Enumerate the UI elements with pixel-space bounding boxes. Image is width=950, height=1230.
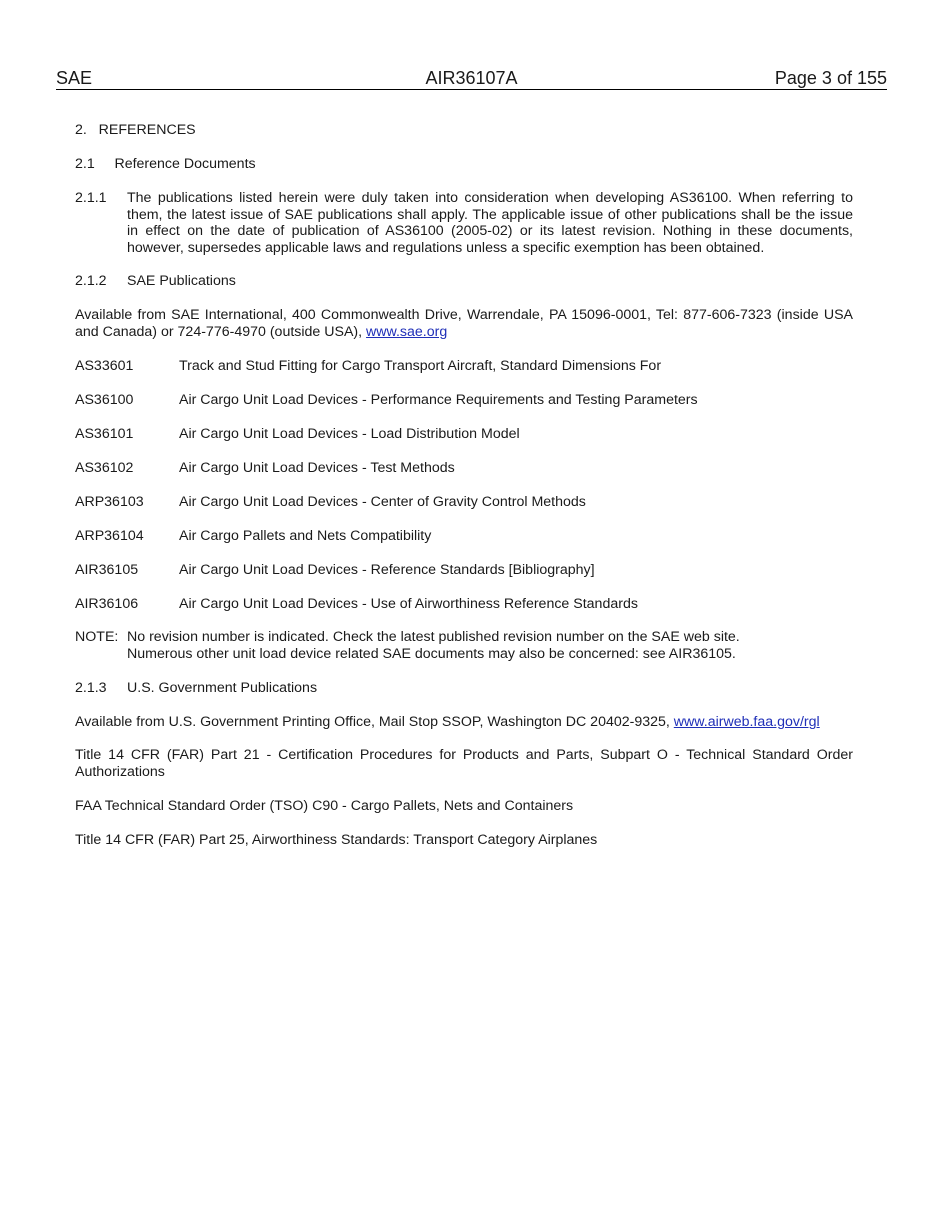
header-org: SAE <box>56 68 93 88</box>
doc-title: Air Cargo Unit Load Devices - Test Methods <box>179 460 455 476</box>
section-number: 2.1.1 <box>75 190 107 206</box>
note-line: No revision number is indicated. Check the latest published revision number on the SAE web site. <box>127 629 740 645</box>
doc-code: AIR36106 <box>75 596 139 612</box>
doc-title: Air Cargo Unit Load Devices - Center of Gravity Control Methods <box>179 494 586 510</box>
faa-website-link[interactable]: www.airweb.faa.gov/rgl <box>673 714 820 730</box>
header-doc-id: AIR36107A <box>425 68 518 88</box>
doc-code: ARP36104 <box>75 528 144 544</box>
section-title: SAE Publications <box>127 273 236 289</box>
note-line: Numerous other unit load device related SAE documents may also be concerned: see AIR36105. <box>127 645 736 662</box>
gov-item: Title 14 CFR (FAR) Part 25, Airworthiness Standards: Transport Category Airplanes <box>75 832 598 848</box>
doc-title: Air Cargo Unit Load Devices - Reference Standards [Bibliography] <box>179 562 595 578</box>
doc-code: ARP36103 <box>75 494 144 510</box>
note <box>75 629 853 662</box>
sae-availability <box>75 307 853 340</box>
section-number: 2.1.2 <box>75 273 107 289</box>
section-number: 2.1.3 <box>75 680 107 696</box>
section-body: The publications listed herein were duly taken into consideration when developing AS36100. When referring to them, the latest issue of SAE publications shall apply. The applicable issue of other publications shall be the issue in effect on the date of publication of AS36100 (2005-02) or its latest revision. Nothing in these documents, however, supersedes applicable laws and regulations unless a specific exemption has been obtained. <box>127 190 853 256</box>
section-heading-government-publications <box>75 680 853 697</box>
gov-availability-text: Available from U.S. Government Printing Office, Mail Stop SSOP, Washington DC 20402-9325, <box>75 714 674 730</box>
section-heading-sae-publications <box>75 273 853 290</box>
gov-availability <box>75 714 853 731</box>
doc-code: AIR36105 <box>75 562 139 578</box>
section-number: 2.1 <box>75 156 95 172</box>
section-heading-reference-documents <box>75 156 853 173</box>
doc-title: Air Cargo Pallets and Nets Compatibility <box>179 528 432 544</box>
doc-code: AS36101 <box>75 426 134 442</box>
section-title: Reference Documents <box>114 156 256 172</box>
sae-website-link[interactable]: www.sae.org <box>366 323 448 340</box>
section-title: REFERENCES <box>98 122 196 138</box>
doc-code: AS36100 <box>75 392 134 408</box>
note-label: NOTE: <box>75 629 119 645</box>
gov-item: Title 14 CFR (FAR) Part 21 - Certification Procedures for Products and Parts, Subpart O - Technical Standard Order Authorizations <box>75 747 853 780</box>
doc-code: AS33601 <box>75 358 134 374</box>
section-heading-references <box>75 122 853 139</box>
section-number: 2. <box>75 122 87 138</box>
gov-item: FAA Technical Standard Order (TSO) C90 - Cargo Pallets, Nets and Containers <box>75 798 574 814</box>
doc-title: Air Cargo Unit Load Devices - Use of Airworthiness Reference Standards <box>179 596 638 612</box>
doc-title: Air Cargo Unit Load Devices - Load Distribution Model <box>179 426 520 442</box>
page-header <box>56 68 887 90</box>
section-title: U.S. Government Publications <box>127 680 318 696</box>
doc-code: AS36102 <box>75 460 134 476</box>
doc-title: Air Cargo Unit Load Devices - Performance Requirements and Testing Parameters <box>179 392 698 408</box>
doc-title: Track and Stud Fitting for Cargo Transport Aircraft, Standard Dimensions For <box>179 358 662 374</box>
header-page-number: Page 3 of 155 <box>774 68 887 88</box>
section-2-1-1 <box>75 190 853 256</box>
sae-availability-text: Available from SAE International, 400 Commonwealth Drive, Warrendale, PA 15096-0001, Tel: 877-606-7323 (inside USA and Canada) or 724-776-4970 (outside USA), <box>75 307 853 340</box>
